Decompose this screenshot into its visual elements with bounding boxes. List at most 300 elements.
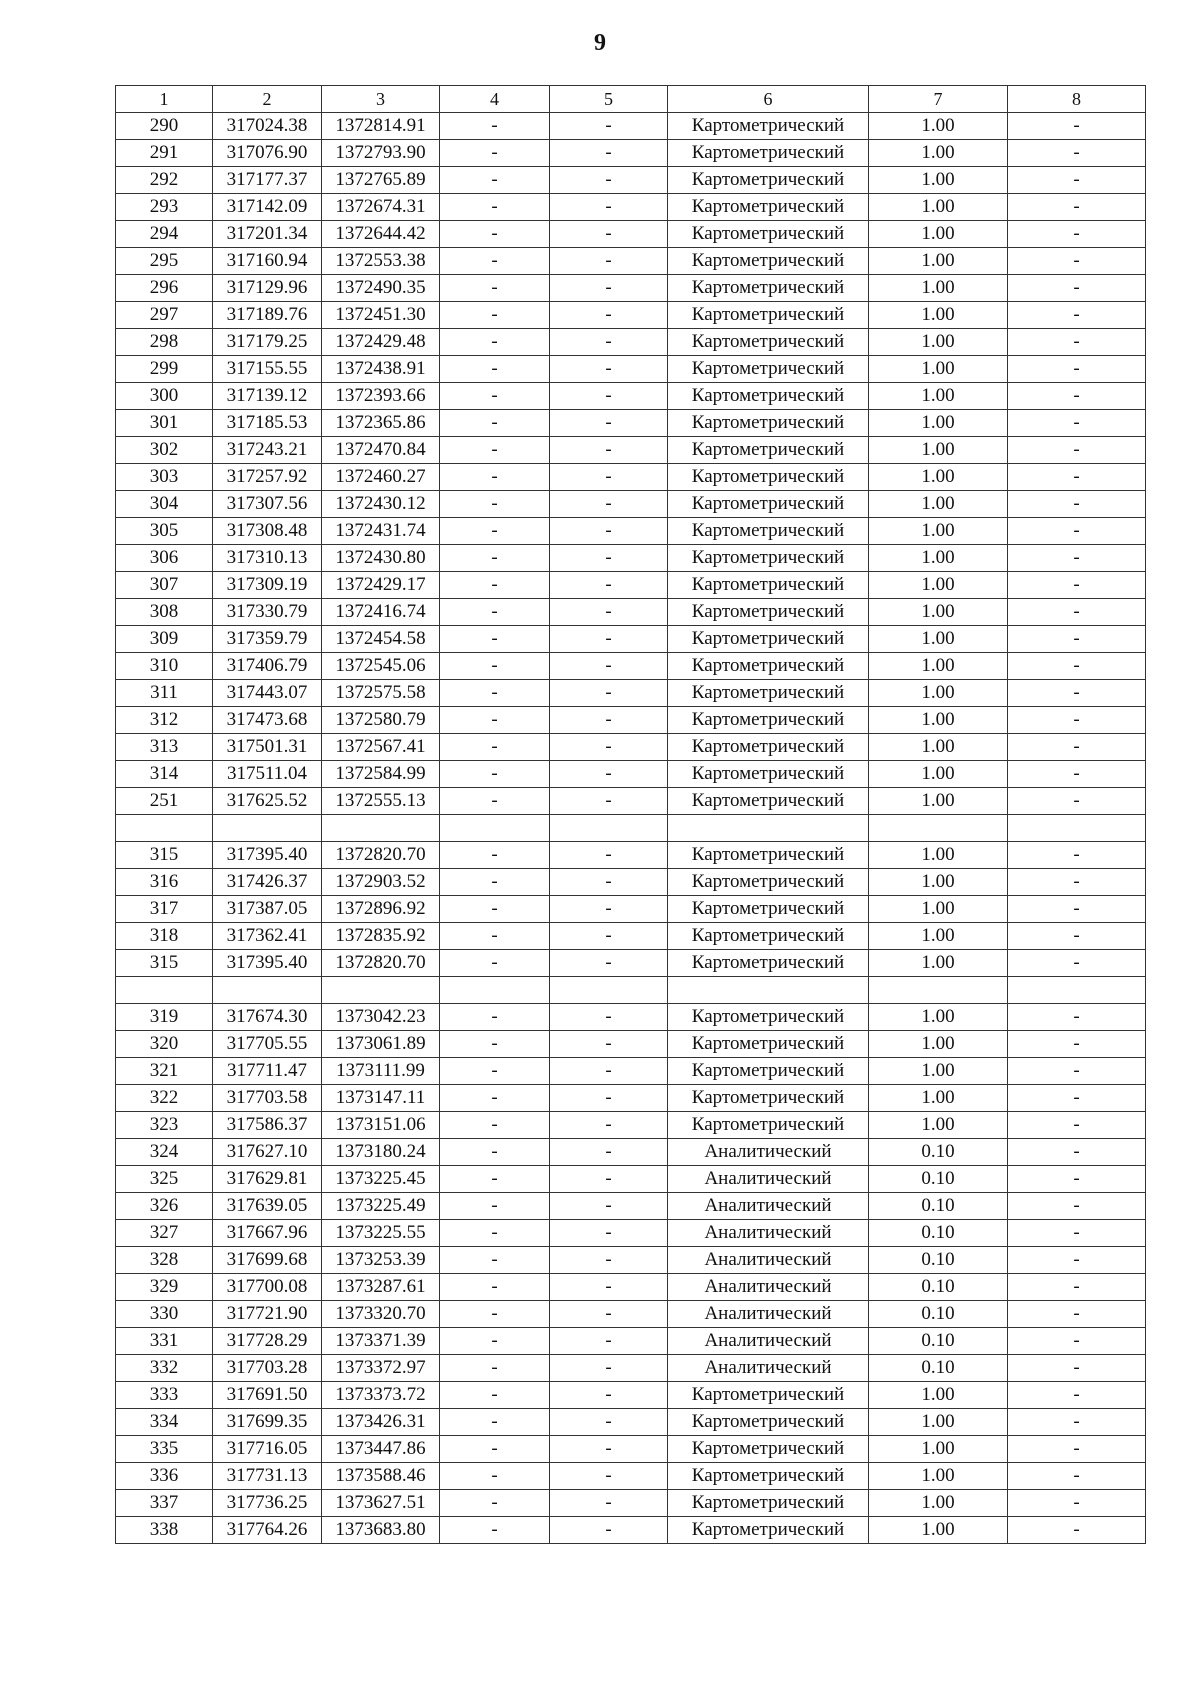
table-cell: Картометрический xyxy=(668,788,869,815)
table-cell: - xyxy=(1008,680,1146,707)
table-cell: - xyxy=(1008,869,1146,896)
table-cell: 1.00 xyxy=(869,734,1008,761)
table-cell: - xyxy=(440,572,550,599)
table-cell: Картометрический xyxy=(668,437,869,464)
table-cell: Аналитический xyxy=(668,1301,869,1328)
table-cell xyxy=(1008,815,1146,842)
table-cell: - xyxy=(1008,1382,1146,1409)
table-cell: Картометрический xyxy=(668,356,869,383)
table-cell: - xyxy=(1008,113,1146,140)
table-cell: - xyxy=(1008,545,1146,572)
column-header-2: 2 xyxy=(213,86,322,113)
table-cell: - xyxy=(440,950,550,977)
table-cell: - xyxy=(440,1220,550,1247)
table-cell: 1.00 xyxy=(869,842,1008,869)
table-cell xyxy=(869,815,1008,842)
table-cell: - xyxy=(550,1058,668,1085)
table-row xyxy=(116,923,1146,950)
table-cell: - xyxy=(1008,896,1146,923)
table-cell: - xyxy=(440,1004,550,1031)
table-cell: 296 xyxy=(116,275,213,302)
table-row xyxy=(116,1328,1146,1355)
table-cell: 317160.94 xyxy=(213,248,322,275)
table-cell: - xyxy=(440,491,550,518)
table-cell: 1372674.31 xyxy=(322,194,440,221)
table-cell: Картометрический xyxy=(668,1490,869,1517)
table-cell: 335 xyxy=(116,1436,213,1463)
table-cell: - xyxy=(550,1301,668,1328)
table-cell xyxy=(440,815,550,842)
table-row xyxy=(116,1004,1146,1031)
table-cell: 1372896.92 xyxy=(322,896,440,923)
table-cell: 1373627.51 xyxy=(322,1490,440,1517)
table-cell: 1372416.74 xyxy=(322,599,440,626)
table-cell: Картометрический xyxy=(668,1409,869,1436)
table-cell: - xyxy=(1008,221,1146,248)
table-cell: 1372451.30 xyxy=(322,302,440,329)
table-cell: Картометрический xyxy=(668,140,869,167)
table-cell: 300 xyxy=(116,383,213,410)
table-cell: - xyxy=(550,1004,668,1031)
table-row xyxy=(116,1247,1146,1274)
table-cell: 305 xyxy=(116,518,213,545)
table-cell: 317310.13 xyxy=(213,545,322,572)
table-cell xyxy=(550,977,668,1004)
table-cell: Картометрический xyxy=(668,1058,869,1085)
table-cell: Картометрический xyxy=(668,464,869,491)
table-cell: 332 xyxy=(116,1355,213,1382)
table-cell: 1372903.52 xyxy=(322,869,440,896)
table-cell: 327 xyxy=(116,1220,213,1247)
table-cell: 317142.09 xyxy=(213,194,322,221)
table-cell: - xyxy=(1008,1517,1146,1544)
table-cell: 317764.26 xyxy=(213,1517,322,1544)
table-cell: Картометрический xyxy=(668,653,869,680)
table-cell: 290 xyxy=(116,113,213,140)
table-cell: - xyxy=(440,761,550,788)
table-cell: 321 xyxy=(116,1058,213,1085)
table-cell: 316 xyxy=(116,869,213,896)
table-cell: 311 xyxy=(116,680,213,707)
table-cell: - xyxy=(1008,1193,1146,1220)
table-cell: 317736.25 xyxy=(213,1490,322,1517)
table-cell: 326 xyxy=(116,1193,213,1220)
table-cell: 1.00 xyxy=(869,1382,1008,1409)
table-cell: 317586.37 xyxy=(213,1112,322,1139)
table-cell: 1.00 xyxy=(869,329,1008,356)
table-cell: Аналитический xyxy=(668,1220,869,1247)
table-cell: - xyxy=(1008,599,1146,626)
table-cell: 317155.55 xyxy=(213,356,322,383)
table-cell: Картометрический xyxy=(668,167,869,194)
table-cell: - xyxy=(1008,491,1146,518)
table-cell: 317257.92 xyxy=(213,464,322,491)
table-row xyxy=(116,788,1146,815)
table-cell: - xyxy=(550,1409,668,1436)
column-header-3: 3 xyxy=(322,86,440,113)
table-cell: 338 xyxy=(116,1517,213,1544)
table-cell: - xyxy=(550,1085,668,1112)
table-row xyxy=(116,1031,1146,1058)
table-cell: 317443.07 xyxy=(213,680,322,707)
table-row xyxy=(116,140,1146,167)
table-cell: - xyxy=(440,410,550,437)
table-cell: - xyxy=(550,113,668,140)
table-cell: 1.00 xyxy=(869,410,1008,437)
table-cell: 317705.55 xyxy=(213,1031,322,1058)
table-cell: 317177.37 xyxy=(213,167,322,194)
table-cell: 329 xyxy=(116,1274,213,1301)
table-cell: 317 xyxy=(116,896,213,923)
table-cell: - xyxy=(1008,1328,1146,1355)
table-row xyxy=(116,248,1146,275)
table-cell: 317076.90 xyxy=(213,140,322,167)
table-cell: - xyxy=(440,1328,550,1355)
table-cell: 298 xyxy=(116,329,213,356)
table-cell: 315 xyxy=(116,842,213,869)
table-cell: 1373225.49 xyxy=(322,1193,440,1220)
table-cell: Картометрический xyxy=(668,896,869,923)
table-cell: 1373151.06 xyxy=(322,1112,440,1139)
table-cell: 1.00 xyxy=(869,950,1008,977)
table-cell: - xyxy=(550,923,668,950)
table-cell: - xyxy=(550,1463,668,1490)
table-cell: - xyxy=(1008,653,1146,680)
table-cell: Аналитический xyxy=(668,1139,869,1166)
table-cell: - xyxy=(440,248,550,275)
table-cell: - xyxy=(440,275,550,302)
table-cell: - xyxy=(440,680,550,707)
table-cell: 317307.56 xyxy=(213,491,322,518)
table-cell: 317309.19 xyxy=(213,572,322,599)
table-cell: - xyxy=(440,194,550,221)
table-cell: - xyxy=(1008,1112,1146,1139)
table-cell: 1373042.23 xyxy=(322,1004,440,1031)
table-cell: 317359.79 xyxy=(213,626,322,653)
table-row xyxy=(116,950,1146,977)
table-cell: - xyxy=(550,734,668,761)
table-cell: 317627.10 xyxy=(213,1139,322,1166)
table-cell: - xyxy=(1008,1274,1146,1301)
table-cell: 1373320.70 xyxy=(322,1301,440,1328)
table-cell: - xyxy=(1008,1355,1146,1382)
table-row xyxy=(116,545,1146,572)
table-cell: - xyxy=(440,1490,550,1517)
table-cell: Картометрический xyxy=(668,302,869,329)
table-cell: 317426.37 xyxy=(213,869,322,896)
table-cell: 307 xyxy=(116,572,213,599)
table-cell: - xyxy=(1008,1004,1146,1031)
table-cell: - xyxy=(550,599,668,626)
table-cell: - xyxy=(1008,464,1146,491)
table-cell: 1.00 xyxy=(869,923,1008,950)
table-cell: 1372575.58 xyxy=(322,680,440,707)
table-cell: 1372835.92 xyxy=(322,923,440,950)
table-cell: 295 xyxy=(116,248,213,275)
table-cell: - xyxy=(440,653,550,680)
table-cell: - xyxy=(550,1436,668,1463)
table-cell: - xyxy=(440,1274,550,1301)
table-cell: 317395.40 xyxy=(213,842,322,869)
table-row xyxy=(116,1166,1146,1193)
table-cell: 312 xyxy=(116,707,213,734)
table-cell: 336 xyxy=(116,1463,213,1490)
table-cell: - xyxy=(1008,950,1146,977)
table-cell: 1372429.48 xyxy=(322,329,440,356)
table-cell: 1.00 xyxy=(869,896,1008,923)
table-cell: 317501.31 xyxy=(213,734,322,761)
table-cell: 333 xyxy=(116,1382,213,1409)
table-row xyxy=(116,1274,1146,1301)
table-row xyxy=(116,1058,1146,1085)
table-cell: 1.00 xyxy=(869,1058,1008,1085)
table-cell: 297 xyxy=(116,302,213,329)
table-cell: 1.00 xyxy=(869,653,1008,680)
table-cell: - xyxy=(550,302,668,329)
table-cell xyxy=(116,815,213,842)
table-cell: 294 xyxy=(116,221,213,248)
column-header-4: 4 xyxy=(440,86,550,113)
table-cell: 317699.68 xyxy=(213,1247,322,1274)
table-cell: 0.10 xyxy=(869,1193,1008,1220)
table-cell: - xyxy=(550,329,668,356)
table-cell xyxy=(213,815,322,842)
table-cell: - xyxy=(550,545,668,572)
table-cell: - xyxy=(550,1166,668,1193)
table-cell: - xyxy=(1008,383,1146,410)
table-cell: 317387.05 xyxy=(213,896,322,923)
table-cell: Аналитический xyxy=(668,1274,869,1301)
table-cell: 334 xyxy=(116,1409,213,1436)
table-cell: 1373225.45 xyxy=(322,1166,440,1193)
table-cell: - xyxy=(1008,1031,1146,1058)
table-cell: - xyxy=(1008,1220,1146,1247)
table-cell: 1.00 xyxy=(869,167,1008,194)
table-row xyxy=(116,1355,1146,1382)
table-cell: - xyxy=(1008,734,1146,761)
table-cell: - xyxy=(550,356,668,383)
table-cell: 1372545.06 xyxy=(322,653,440,680)
table-cell: Картометрический xyxy=(668,1517,869,1544)
table-cell: 306 xyxy=(116,545,213,572)
table-cell: - xyxy=(440,1085,550,1112)
table-cell: 304 xyxy=(116,491,213,518)
table-cell: 1.00 xyxy=(869,1085,1008,1112)
table-row xyxy=(116,842,1146,869)
table-cell: 317243.21 xyxy=(213,437,322,464)
table-cell: - xyxy=(1008,788,1146,815)
table-cell: - xyxy=(550,626,668,653)
table-cell: 313 xyxy=(116,734,213,761)
table-cell: - xyxy=(550,491,668,518)
table-cell: 1.00 xyxy=(869,1112,1008,1139)
table-cell xyxy=(550,815,668,842)
table-cell: 1373147.11 xyxy=(322,1085,440,1112)
table-cell: 1373447.86 xyxy=(322,1436,440,1463)
column-header-7: 7 xyxy=(869,86,1008,113)
table-cell: - xyxy=(550,653,668,680)
table-cell: 1372580.79 xyxy=(322,707,440,734)
table-row xyxy=(116,1463,1146,1490)
table-cell: 317699.35 xyxy=(213,1409,322,1436)
table-cell: - xyxy=(440,464,550,491)
table-cell: 1372393.66 xyxy=(322,383,440,410)
table-cell: - xyxy=(550,1328,668,1355)
table-cell: 319 xyxy=(116,1004,213,1031)
table-row xyxy=(116,680,1146,707)
table-row xyxy=(116,1490,1146,1517)
table-cell: 0.10 xyxy=(869,1247,1008,1274)
table-cell: - xyxy=(440,734,550,761)
table-cell: 1372460.27 xyxy=(322,464,440,491)
table-cell: - xyxy=(440,518,550,545)
table-cell: 1373426.31 xyxy=(322,1409,440,1436)
column-header-1: 1 xyxy=(116,86,213,113)
table-cell: 0.10 xyxy=(869,1328,1008,1355)
table-cell: - xyxy=(550,1220,668,1247)
table-cell: - xyxy=(1008,572,1146,599)
table-cell: 1.00 xyxy=(869,1436,1008,1463)
table-cell: 317639.05 xyxy=(213,1193,322,1220)
table-cell: 331 xyxy=(116,1328,213,1355)
table-cell: 301 xyxy=(116,410,213,437)
table-cell: - xyxy=(550,437,668,464)
table-cell: - xyxy=(440,1436,550,1463)
table-cell: 0.10 xyxy=(869,1220,1008,1247)
table-cell: - xyxy=(550,1517,668,1544)
table-cell: Картометрический xyxy=(668,626,869,653)
table-cell: 1373253.39 xyxy=(322,1247,440,1274)
table-cell: - xyxy=(440,1193,550,1220)
table-row xyxy=(116,491,1146,518)
table-cell: - xyxy=(440,1355,550,1382)
table-cell: - xyxy=(1008,842,1146,869)
table-cell: 317703.28 xyxy=(213,1355,322,1382)
table-cell: 317703.58 xyxy=(213,1085,322,1112)
table-cell: 1.00 xyxy=(869,761,1008,788)
table-row xyxy=(116,518,1146,545)
table-cell: - xyxy=(440,1058,550,1085)
table-cell: - xyxy=(550,950,668,977)
table-cell xyxy=(322,815,440,842)
table-cell: - xyxy=(440,923,550,950)
table-cell: 1373180.24 xyxy=(322,1139,440,1166)
table-cell: Картометрический xyxy=(668,221,869,248)
column-header-6: 6 xyxy=(668,86,869,113)
table-cell: Картометрический xyxy=(668,329,869,356)
table-cell: 317731.13 xyxy=(213,1463,322,1490)
table-cell: 0.10 xyxy=(869,1274,1008,1301)
table-cell: Картометрический xyxy=(668,1004,869,1031)
table-cell: 1.00 xyxy=(869,869,1008,896)
table-cell: 1372584.99 xyxy=(322,761,440,788)
table-row xyxy=(116,707,1146,734)
table-cell: 1372431.74 xyxy=(322,518,440,545)
table-cell: - xyxy=(1008,923,1146,950)
table-cell: - xyxy=(1008,1247,1146,1274)
table-cell: Картометрический xyxy=(668,923,869,950)
table-cell: 1372793.90 xyxy=(322,140,440,167)
table-row xyxy=(116,437,1146,464)
table-cell: 1.00 xyxy=(869,464,1008,491)
table-row xyxy=(116,221,1146,248)
table-cell: Картометрический xyxy=(668,1112,869,1139)
table-cell: - xyxy=(1008,248,1146,275)
table-cell: 317711.47 xyxy=(213,1058,322,1085)
table-cell: 1373111.99 xyxy=(322,1058,440,1085)
table-row xyxy=(116,1382,1146,1409)
table-row xyxy=(116,1409,1146,1436)
table-cell xyxy=(440,977,550,1004)
table-row xyxy=(116,302,1146,329)
table-cell: 1.00 xyxy=(869,356,1008,383)
table-cell xyxy=(668,977,869,1004)
table-cell: - xyxy=(1008,302,1146,329)
coordinates-table xyxy=(115,85,1146,1544)
table-cell: 317625.52 xyxy=(213,788,322,815)
table-cell: - xyxy=(440,788,550,815)
table-row xyxy=(116,1085,1146,1112)
table-cell: - xyxy=(550,1490,668,1517)
table-cell: 317629.81 xyxy=(213,1166,322,1193)
table-cell: 317308.48 xyxy=(213,518,322,545)
table-cell: Картометрический xyxy=(668,734,869,761)
table-cell: - xyxy=(550,1139,668,1166)
table-cell: 303 xyxy=(116,464,213,491)
table-cell: 1372820.70 xyxy=(322,842,440,869)
table-cell: 328 xyxy=(116,1247,213,1274)
table-cell: - xyxy=(550,896,668,923)
table-cell: Картометрический xyxy=(668,950,869,977)
table-cell: 1372553.38 xyxy=(322,248,440,275)
page-number: 9 xyxy=(594,30,606,56)
table-row xyxy=(116,1301,1146,1328)
table-cell: Аналитический xyxy=(668,1247,869,1274)
table-cell: 330 xyxy=(116,1301,213,1328)
table-cell: 317189.76 xyxy=(213,302,322,329)
table-cell: Картометрический xyxy=(668,518,869,545)
table-cell: Картометрический xyxy=(668,599,869,626)
table-cell: 1.00 xyxy=(869,680,1008,707)
table-cell: Картометрический xyxy=(668,275,869,302)
table-cell: - xyxy=(1008,167,1146,194)
table-cell: - xyxy=(550,518,668,545)
table-row xyxy=(116,329,1146,356)
table-cell: 1.00 xyxy=(869,1409,1008,1436)
table-cell: 317728.29 xyxy=(213,1328,322,1355)
table-row xyxy=(116,653,1146,680)
table-cell: - xyxy=(440,1031,550,1058)
table-cell: 310 xyxy=(116,653,213,680)
column-header-5: 5 xyxy=(550,86,668,113)
table-cell: - xyxy=(440,113,550,140)
table-cell: - xyxy=(1008,1301,1146,1328)
table-row xyxy=(116,113,1146,140)
table-cell: 317511.04 xyxy=(213,761,322,788)
table-row xyxy=(116,410,1146,437)
table-row xyxy=(116,1112,1146,1139)
table-cell: 1.00 xyxy=(869,140,1008,167)
table-cell: 1.00 xyxy=(869,788,1008,815)
table-cell: - xyxy=(440,1301,550,1328)
table-cell: Картометрический xyxy=(668,383,869,410)
table-cell: 317700.08 xyxy=(213,1274,322,1301)
table-cell: 1372490.35 xyxy=(322,275,440,302)
table-cell: Аналитический xyxy=(668,1328,869,1355)
table-cell: 1372429.17 xyxy=(322,572,440,599)
table-cell: 320 xyxy=(116,1031,213,1058)
table-cell: 1.00 xyxy=(869,113,1008,140)
